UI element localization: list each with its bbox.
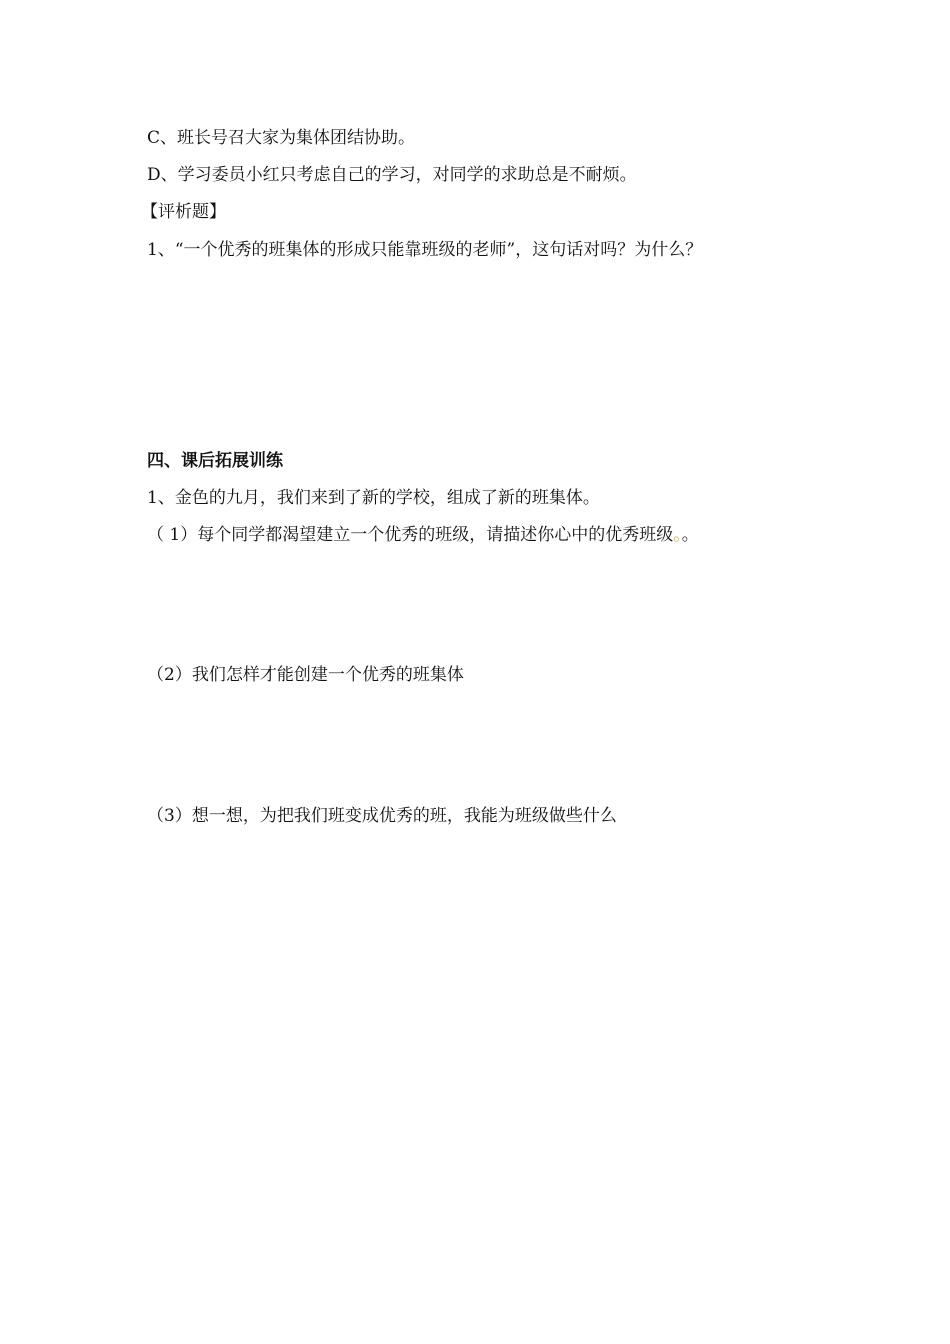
part-1-end: 。 xyxy=(681,525,699,545)
option-c-text: C、班长号召大家为集体团结协助。 xyxy=(147,128,416,148)
extension-question-1-part-3: （3）想一想，为把我们班变成优秀的班，我能为班级做些什么 xyxy=(147,806,617,826)
option-d-text: D、学习委员小红只考虑自己的学习，对同学的求助总是不耐烦。 xyxy=(147,165,637,185)
edit-mark: 。 xyxy=(673,525,682,545)
eval-question-1: 1、“一个优秀的班集体的形成只能靠班级的老师”，这句话对吗？为什么？ xyxy=(147,240,703,260)
extension-question-1: 1、金色的九月，我们来到了新的学校，组成了新的班集体。 xyxy=(147,488,600,508)
extension-question-1-part-2: （2）我们怎样才能创建一个优秀的班集体 xyxy=(147,665,464,685)
part-1-text: （ 1）每个同学都渴望建立一个优秀的班级，请描述你心中的优秀班级 xyxy=(147,525,674,545)
eval-section-title: 【评析题】 xyxy=(141,202,226,222)
section-4-title: 四、课后拓展训练 xyxy=(147,451,283,471)
extension-question-1-part-1 xyxy=(147,524,699,546)
